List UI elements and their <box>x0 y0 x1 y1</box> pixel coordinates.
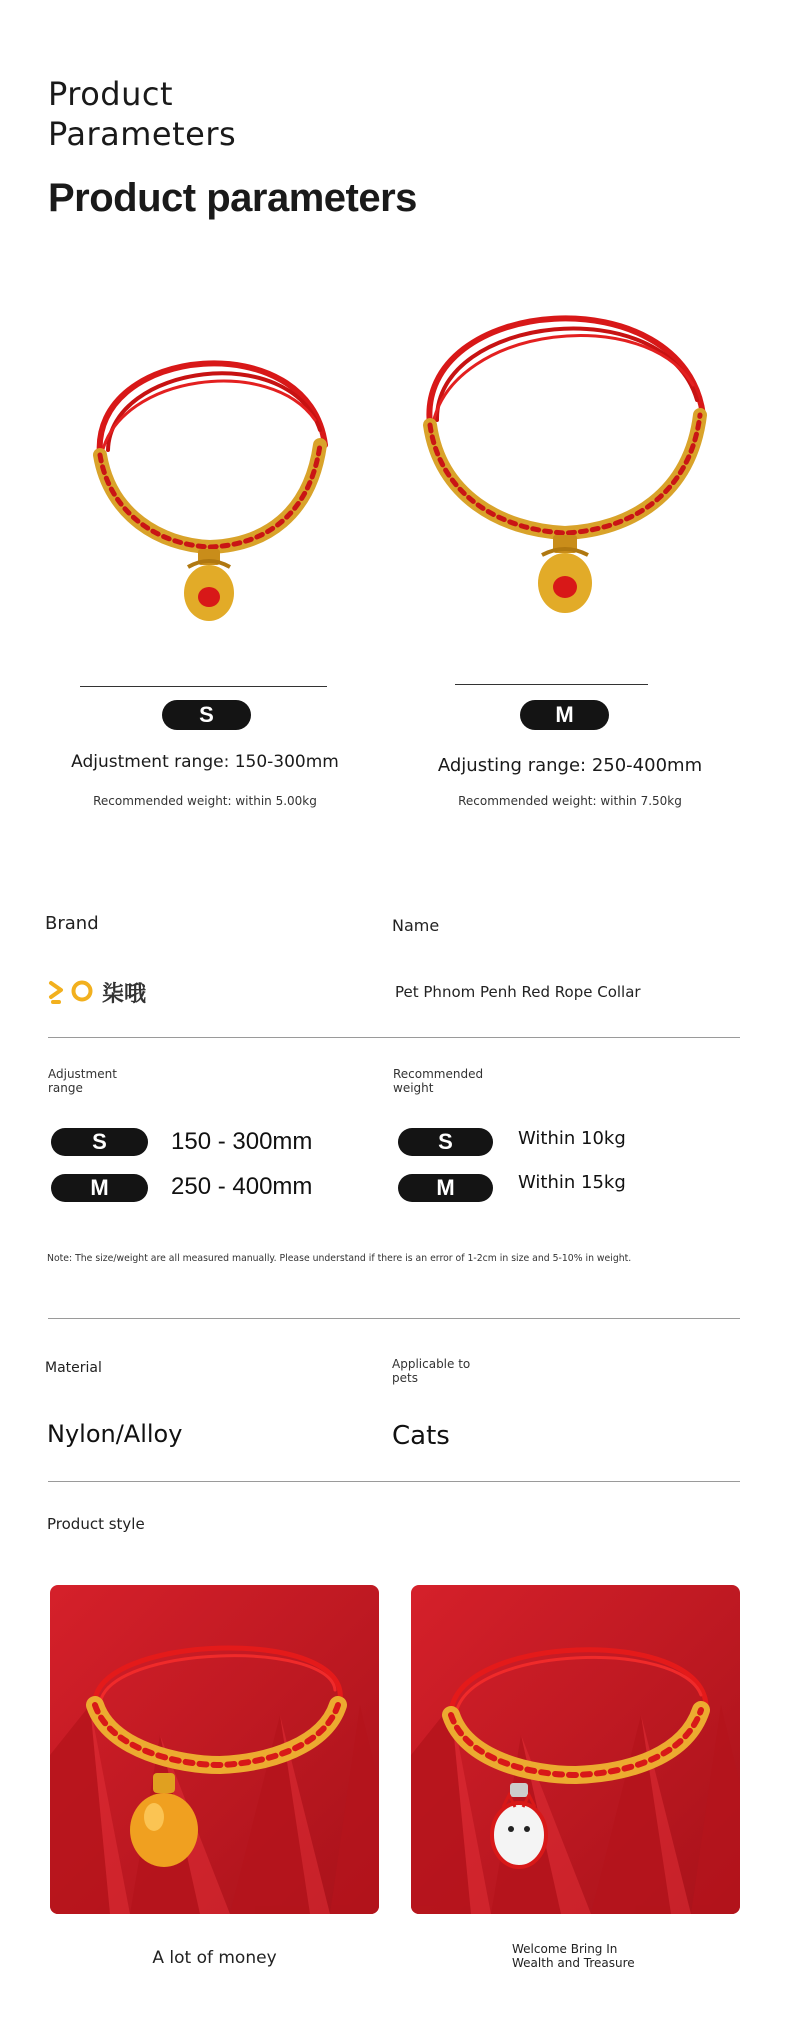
collar-s-image <box>80 305 340 625</box>
page-subtitle: Product parameters <box>48 176 417 220</box>
measurement-note: Note: The size/weight are all measured manually. Please understand if there is an error of 1-2cm in size and 5-10% in weight. <box>47 1253 632 1264</box>
adjustment-label: Adjustment range <box>48 1067 117 1095</box>
style-caption-wealth: Welcome Bring In Wealth and Treasure <box>512 1942 635 1970</box>
style-photo-wealth <box>411 1585 740 1914</box>
brand-logo <box>48 976 146 1008</box>
style-caption-money: A lot of money <box>152 1948 277 1968</box>
size-s-weight: Recommended weight: within 5.00kg <box>93 794 317 808</box>
recommended-s-badge: S <box>398 1128 493 1156</box>
brand-logo-icon <box>48 978 94 1006</box>
size-m-weight: Recommended weight: within 7.50kg <box>458 794 682 808</box>
style-photo-money-image <box>50 1585 379 1914</box>
size-s-divider <box>80 686 327 687</box>
size-m-range: Adjusting range: 250-400mm <box>437 755 703 776</box>
size-m-divider <box>455 684 648 685</box>
page-title-line1: Product <box>48 75 173 113</box>
adjustment-s-value: 150 - 300mm <box>171 1128 313 1155</box>
recommended-label: Recommended weight <box>393 1067 484 1095</box>
material-value: Nylon/Alloy <box>47 1420 183 1448</box>
pets-label: Applicable to pets <box>392 1357 471 1385</box>
adjustment-s-badge: S <box>51 1128 148 1156</box>
brand-logo-text: 柒哦 <box>102 981 147 1007</box>
page-title <box>48 74 368 154</box>
section-divider-2 <box>48 1318 740 1319</box>
brand-label: Brand <box>45 913 99 934</box>
section-divider-1 <box>48 1037 740 1038</box>
recommended-m-value: Within 15kg <box>518 1172 626 1193</box>
section-divider-3 <box>48 1481 740 1482</box>
collar-m-image <box>415 265 715 625</box>
name-label: Name <box>392 916 440 935</box>
adjustment-m-badge: M <box>51 1174 148 1202</box>
material-label: Material <box>45 1360 102 1376</box>
size-s-range: Adjustment range: 150-300mm <box>71 752 339 772</box>
recommended-s-value: Within 10kg <box>518 1128 626 1149</box>
style-photo-money <box>50 1585 379 1914</box>
size-s-badge: S <box>162 700 251 730</box>
page-title-line2: Parameters <box>48 115 237 153</box>
recommended-m-badge: M <box>398 1174 493 1202</box>
adjustment-m-value: 250 - 400mm <box>171 1173 313 1200</box>
style-label: Product style <box>47 1515 145 1533</box>
style-photo-wealth-image <box>411 1585 740 1914</box>
pets-value: Cats <box>392 1421 450 1451</box>
size-m-badge: M <box>520 700 609 730</box>
name-value: Pet Phnom Penh Red Rope Collar <box>395 983 641 1001</box>
